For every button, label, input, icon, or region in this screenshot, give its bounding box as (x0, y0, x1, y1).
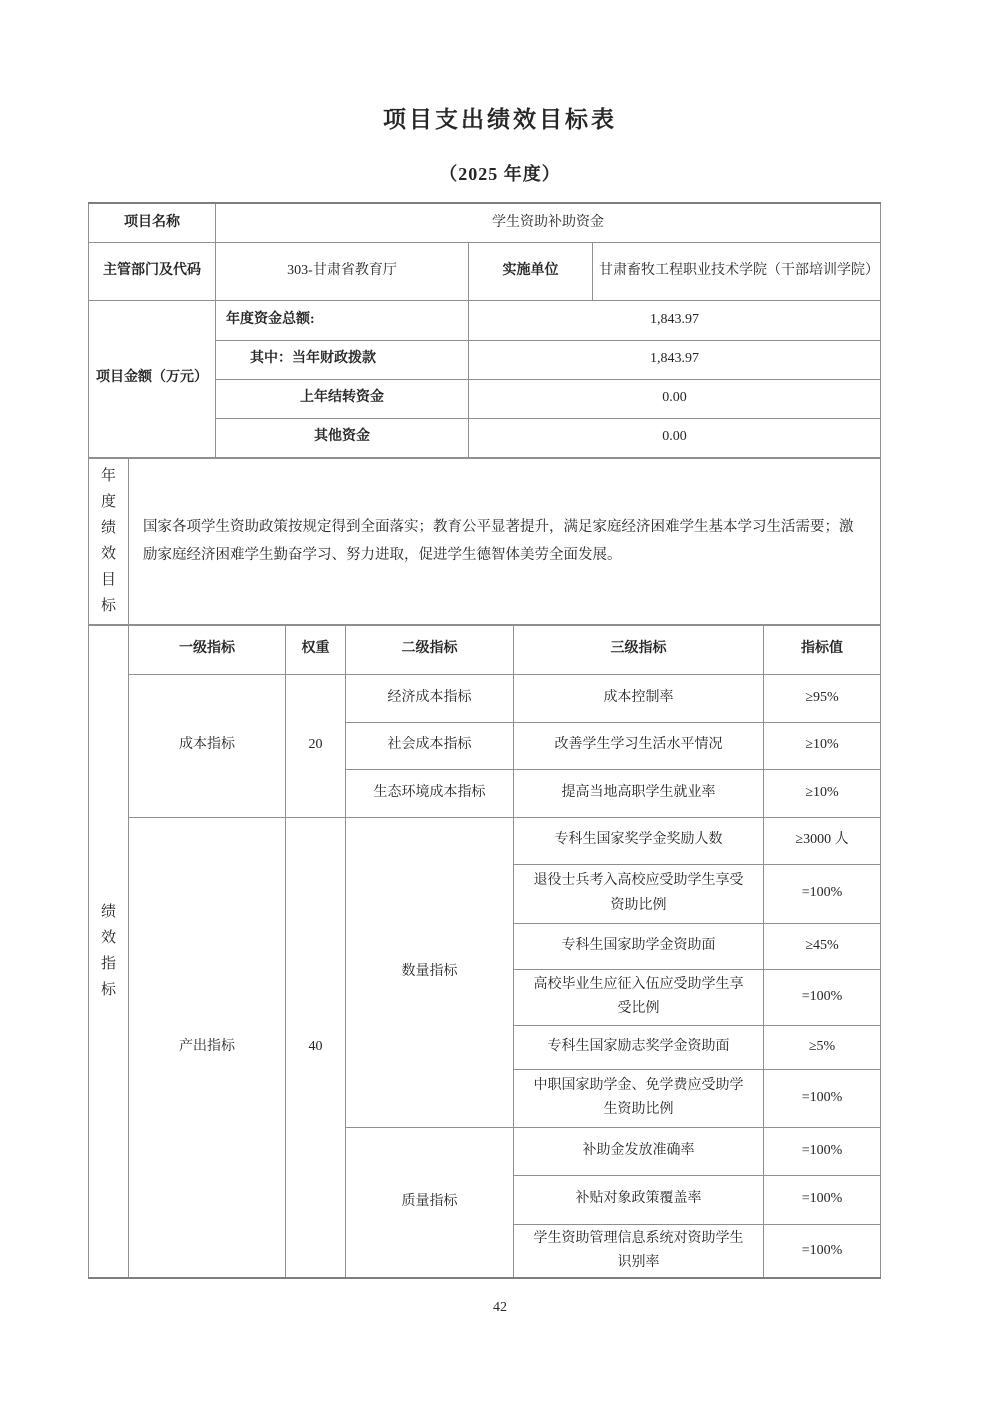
table-row (89, 242, 881, 300)
page-subtitle: （2025 年度） (439, 164, 561, 184)
table-row (89, 458, 881, 624)
level3-indicator-cell: 提高当地高职学生就业率 (514, 769, 764, 817)
header-value: 指标值 (764, 625, 881, 674)
indicator-value-cell: ≥10% (764, 722, 881, 769)
annual-goal-text: 国家各项学生资助政策按规定得到全面落实；教育公平显著提升，满足家庭经济困难学生基本学习生活需要；激励家庭经济困难学生勤奋学习、努力进取，促进学生德智体美劳全面发展。 (129, 458, 881, 624)
indicators-label-text: 绩效指标 (100, 904, 116, 999)
project-amount-label: 项目金额（万元） (89, 300, 216, 457)
amount-fiscal-label: 其中：当年财政拨款 (216, 340, 469, 379)
header-level2: 二级指标 (346, 625, 514, 674)
level3-indicator-cell: 补助金发放准确率 (514, 1127, 764, 1175)
level3-indicator-cell: 补贴对象政策覆盖率 (514, 1175, 764, 1224)
level2-indicator-cell: 社会成本指标 (346, 722, 514, 769)
amount-other-value: 0.00 (469, 418, 881, 457)
indicator-value-cell: ≥5% (764, 1025, 881, 1069)
indicator-value-cell: ≥10% (764, 769, 881, 817)
project-name-value: 学生资助补助资金 (216, 203, 881, 242)
tables-container (88, 202, 880, 1279)
level3-indicator-cell: 高校毕业生应征入伍应受助学生享受比例 (514, 969, 764, 1025)
impl-unit-label: 实施单位 (469, 242, 593, 300)
level1-indicator-cell: 产出指标 (129, 817, 286, 1278)
amount-carryover-label: 上年结转资金 (216, 379, 469, 418)
level1-indicator-cell: 成本指标 (129, 674, 286, 817)
header-level1: 一级指标 (129, 625, 286, 674)
level3-indicator-cell: 成本控制率 (514, 674, 764, 722)
level3-indicator-cell: 学生资助管理信息系统对资助学生识别率 (514, 1224, 764, 1278)
annual-goal-vertical-label (89, 458, 129, 624)
amount-total-value: 1,843.97 (469, 300, 881, 340)
indicator-value-cell: =100% (764, 1069, 881, 1127)
weight-cell: 40 (286, 817, 346, 1278)
indicator-value-cell: =100% (764, 969, 881, 1025)
dept-code-label: 主管部门及代码 (89, 242, 216, 300)
table-row (89, 817, 881, 864)
amount-fiscal-value: 1,843.97 (469, 340, 881, 379)
table-row (89, 674, 881, 722)
amount-carryover-value: 0.00 (469, 379, 881, 418)
indicator-value-cell: =100% (764, 1175, 881, 1224)
page-title: 项目支出绩效目标表 (383, 107, 617, 132)
amount-total-label: 年度资金总额: (216, 300, 469, 340)
level3-indicator-cell: 专科生国家奖学金奖励人数 (514, 817, 764, 864)
annual-goal-table (88, 458, 881, 625)
table-row (89, 203, 881, 242)
indicator-value-cell: ≥3000 人 (764, 817, 881, 864)
level3-indicator-cell: 专科生国家励志奖学金资助面 (514, 1025, 764, 1069)
level2-indicator-cell: 经济成本指标 (346, 674, 514, 722)
indicator-value-cell: =100% (764, 864, 881, 923)
indicator-value-cell: ≥95% (764, 674, 881, 722)
header-level3: 三级指标 (514, 625, 764, 674)
level3-indicator-cell: 专科生国家助学金资助面 (514, 923, 764, 969)
level3-indicator-cell: 中职国家助学金、免学费应受助学生资助比例 (514, 1069, 764, 1127)
impl-unit-value: 甘肃畜牧工程职业技术学院（干部培训学院） (593, 242, 881, 300)
indicator-value-cell: =100% (764, 1127, 881, 1175)
indicator-value-cell: =100% (764, 1224, 881, 1278)
indicator-value-cell: ≥45% (764, 923, 881, 969)
amount-other-label: 其他资金 (216, 418, 469, 457)
level3-indicator-cell: 退役士兵考入高校应受助学生享受资助比例 (514, 864, 764, 923)
level2-indicator-cell: 数量指标 (346, 817, 514, 1127)
level2-indicator-cell: 质量指标 (346, 1127, 514, 1278)
dept-code-value: 303-甘肃省教育厅 (216, 242, 469, 300)
table-row (89, 625, 881, 674)
weight-cell: 20 (286, 674, 346, 817)
info-table (88, 202, 881, 458)
indicators-table (88, 625, 881, 1279)
level2-indicator-cell: 生态环境成本指标 (346, 769, 514, 817)
annual-goal-label-text: 年度绩效目标 (100, 468, 116, 614)
project-name-label: 项目名称 (89, 203, 216, 242)
table-row (89, 300, 881, 340)
level3-indicator-cell: 改善学生学习生活水平情况 (514, 722, 764, 769)
page-number: 42 (493, 1299, 507, 1315)
indicators-vertical-label (89, 625, 129, 1278)
header-weight: 权重 (286, 625, 346, 674)
